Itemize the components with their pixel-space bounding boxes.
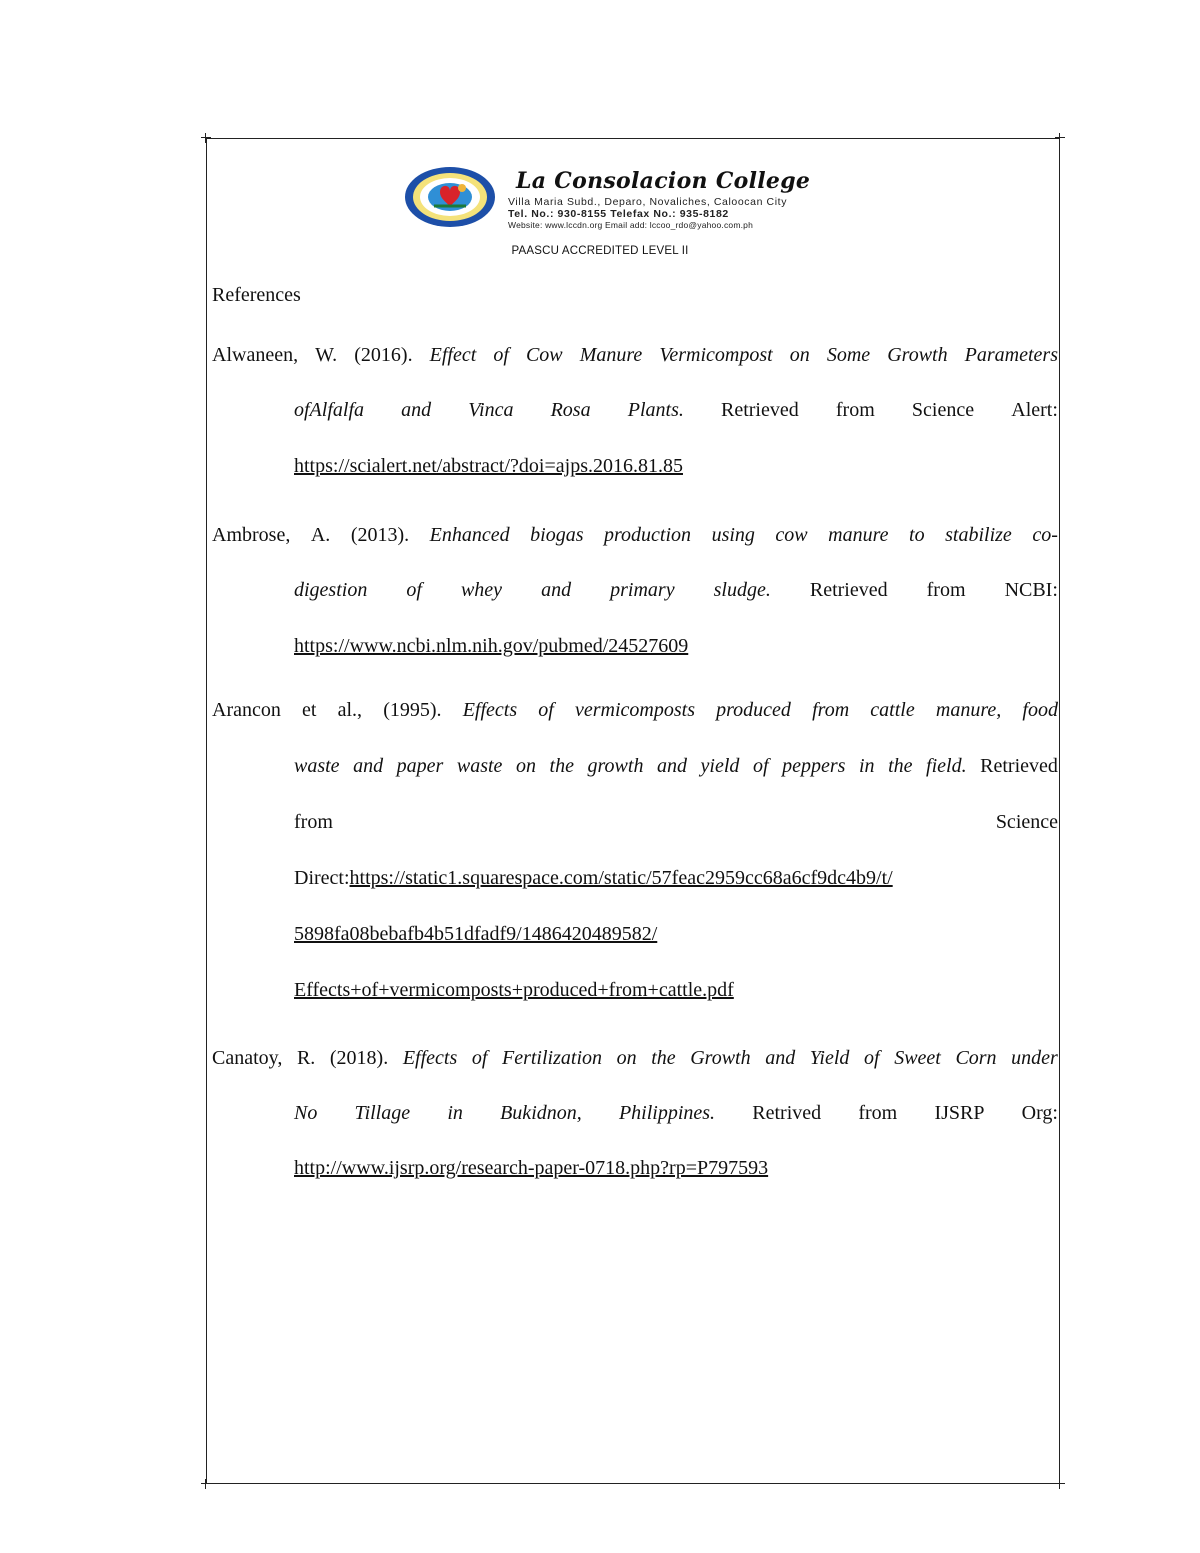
letterhead [404, 162, 844, 234]
reference-link[interactable]: https://www.ncbi.nlm.nih.gov/pubmed/24527609 [294, 635, 689, 657]
reference-link[interactable]: https://static1.squarespace.com/static/57feac2959cc68a6cf9dc4b9/t/ [349, 867, 893, 889]
college-seal-icon [404, 166, 496, 228]
reference-line: Direct:https://static1.squarespace.com/static/57feac2959cc68a6cf9dc4b9/t/ [294, 867, 893, 889]
college-name: La Consolacion College [516, 168, 811, 194]
references-heading: References [212, 284, 301, 306]
reference-line [294, 451, 1058, 481]
reference-line: waste and paper waste on the growth and yield of peppers in the field. Retrieved [294, 755, 1058, 777]
reference-line [294, 1153, 1058, 1183]
crop-mark [201, 1479, 211, 1489]
reference-line: Ambrose, A. (2013). Enhanced biogas production using cow manure to stabilize co- [212, 524, 1058, 546]
reference-line [294, 975, 1058, 1005]
crop-mark [1055, 1479, 1065, 1489]
reference-line: ofAlfalfa and Vinca Rosa Plants. Retrieved from Science Alert: [294, 399, 1058, 421]
reference-link[interactable]: 5898fa08bebafb4b51dfadf9/1486420489582/ [294, 923, 658, 945]
reference-line: from Science [294, 811, 1058, 833]
reference-line: Canatoy, R. (2018). Effects of Fertilization on the Growth and Yield of Sweet Corn under [212, 1047, 1058, 1069]
college-web-email: Website: www.lccdn.org Email add: lccoo_rdo@yahoo.com.ph [508, 220, 754, 230]
reference-line: No Tillage in Bukidnon, Philippines. Retrived from IJSRP Org: [294, 1102, 1058, 1124]
reference-line: Alwaneen, W. (2016). Effect of Cow Manure Vermicompost on Some Growth Parameters [212, 344, 1058, 366]
accreditation-line: PAASCU ACCREDITED LEVEL II [511, 245, 689, 257]
reference-link[interactable]: Effects+of+vermicomposts+produced+from+cattle.pdf [294, 979, 734, 1001]
reference-link[interactable]: https://scialert.net/abstract/?doi=ajps.2016.81.85 [294, 455, 683, 477]
reference-line: Arancon et al., (1995). Effects of vermicomposts produced from cattle manure, food [212, 699, 1058, 721]
reference-line [294, 631, 1058, 661]
college-address: Villa Maria Subd., Deparo, Novaliches, Caloocan City [508, 196, 788, 208]
reference-link[interactable]: http://www.ijsrp.org/research-paper-0718.php?rp=P797593 [294, 1157, 769, 1179]
college-phones: Tel. No.: 930-8155 Telefax No.: 935-8182 [508, 208, 729, 220]
reference-line [294, 919, 1058, 949]
crop-mark [201, 133, 211, 143]
crop-mark [1055, 133, 1065, 143]
reference-line: digestion of whey and primary sludge. Retrieved from NCBI: [294, 579, 1058, 601]
